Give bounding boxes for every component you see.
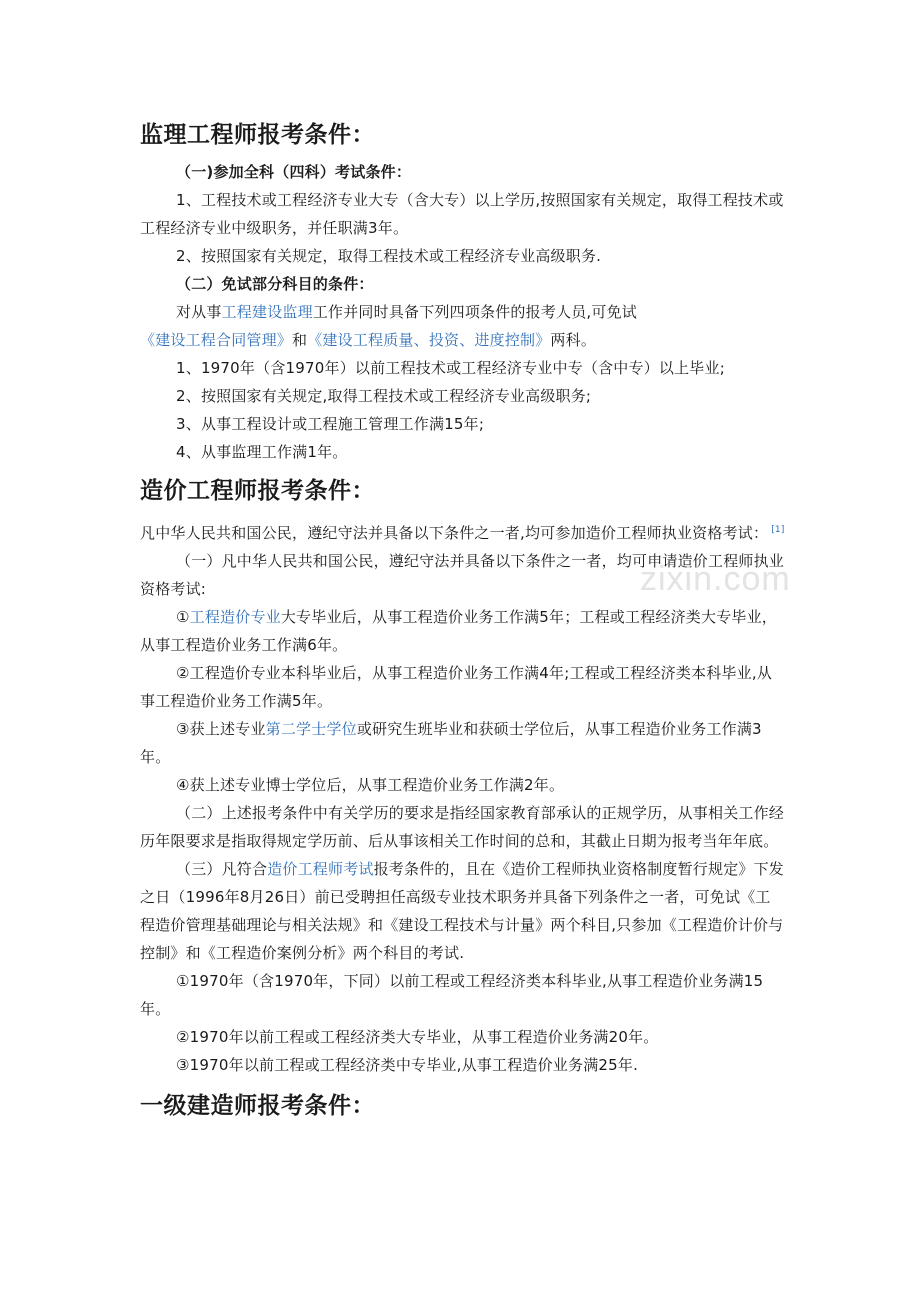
condition-item: ②工程造价专业本科毕业后，从事工程造价业务工作满4年;工程或工程经济类本科毕业,从事工程造价业务工作满5年。	[140, 664, 773, 710]
condition-paragraph	[140, 855, 785, 967]
link-contract-management[interactable]: 《建设工程合同管理》	[140, 331, 293, 349]
condition-item: ④获上述专业博士学位后，从事工程造价业务工作满2年。	[176, 776, 565, 794]
link-engineering-supervision[interactable]: 工程建设监理	[221, 303, 313, 321]
condition-item: ③1970年以前工程或工程经济类中专毕业,从事工程造价业务满25年.	[176, 1056, 639, 1074]
text-run: 大专毕业后，从事工程造价业务工作满5年；工程或工程经济类大专毕业，从事工程造价业务工作满6年。	[140, 608, 778, 654]
exemption-paragraph	[140, 298, 785, 354]
condition-item	[140, 603, 785, 659]
condition-item: 4、从事监理工作满1年。	[176, 443, 348, 461]
text-run: 两科。	[550, 331, 597, 349]
condition-paragraph: （二）上述报考条件中有关学历的要求是指经国家教育部承认的正规学历，从事相关工作经历年限要求是指取得规定学历前、后从事该相关工作时间的总和，其截止日期为报考当年年底。	[140, 804, 785, 850]
link-quality-control[interactable]: 《建设工程质量、投资、进度控制》	[307, 331, 551, 349]
text-run: （三）凡符合	[176, 860, 268, 878]
condition-item: 1、1970年（含1970年）以前工程技术或工程经济专业中专（含中专）以上毕业;	[176, 359, 725, 377]
link-cost-exam[interactable]: 造价工程师考试	[267, 860, 374, 878]
subheading-full-exam: （一)参加全科（四科）考试条件：	[176, 163, 412, 181]
text-run: 和	[292, 331, 308, 349]
condition-item: 2、按照国家有关规定,取得工程技术或工程经济专业高级职务;	[176, 387, 592, 405]
watermark: zixin.com	[640, 560, 791, 598]
condition-paragraph: （一）凡中华人民共和国公民，遵纪守法并具备以下条件之一者，均可申请造价工程师执业资格考试:	[140, 552, 785, 598]
condition-item	[140, 715, 785, 771]
condition-item: ②1970年以前工程或工程经济类大专毕业，从事工程造价业务满20年。	[176, 1028, 659, 1046]
text-run: 工作并同时具备下列四项条件的报考人员,可免试	[312, 303, 637, 321]
condition-item: 2、按照国家有关规定，取得工程技术或工程经济专业高级职务.	[176, 247, 602, 265]
reference-link[interactable]: [1]	[771, 525, 785, 535]
text-run: 凡中华人民共和国公民，遵纪守法并具备以下条件之一者,均可参加造价工程师执业资格考试：	[140, 524, 769, 542]
text-run: ③获上述专业	[176, 720, 266, 738]
condition-item: 3、从事工程设计或工程施工管理工作满15年;	[176, 415, 485, 433]
text-run: 或研究生班毕业和获硕士学位后，从事工程造价业务工作满3年。	[140, 720, 762, 766]
condition-item: ①1970年（含1970年，下同）以前工程或工程经济类本科毕业,从事工程造价业务满15年。	[140, 972, 764, 1018]
text-run: 对从事	[176, 303, 222, 321]
intro-paragraph	[140, 516, 785, 547]
text-run: 报考条件的，且在《造价工程师执业资格制度暂行规定》下发之日（1996年8月26日）前已受聘担任高级专业技术职务并具备下列条件之一者，可免试《工程造价管理基础理论与相关法规》和《建设工程技术与计量》两个科目,只参加《工程造价计价与控制》和《工程造价案例分析》两个科目的考试.	[140, 860, 785, 962]
link-cost-major[interactable]: 工程造价专业	[189, 608, 281, 626]
section-title-cost-engineer: 造价工程师报考条件：	[140, 478, 375, 504]
document-page	[140, 118, 785, 1123]
link-second-degree[interactable]: 第二学士学位	[265, 720, 357, 738]
subheading-exemption: （二）免试部分科目的条件：	[176, 275, 374, 293]
text-run: ①	[176, 608, 190, 626]
section-title-supervision: 监理工程师报考条件：	[140, 122, 375, 148]
condition-item: 1、工程技术或工程经济专业大专（含大专）以上学历,按照国家有关规定，取得工程技术或工程经济专业中级职务，并任职满3年。	[140, 191, 784, 237]
section-title-constructor: 一级建造师报考条件：	[140, 1093, 375, 1119]
